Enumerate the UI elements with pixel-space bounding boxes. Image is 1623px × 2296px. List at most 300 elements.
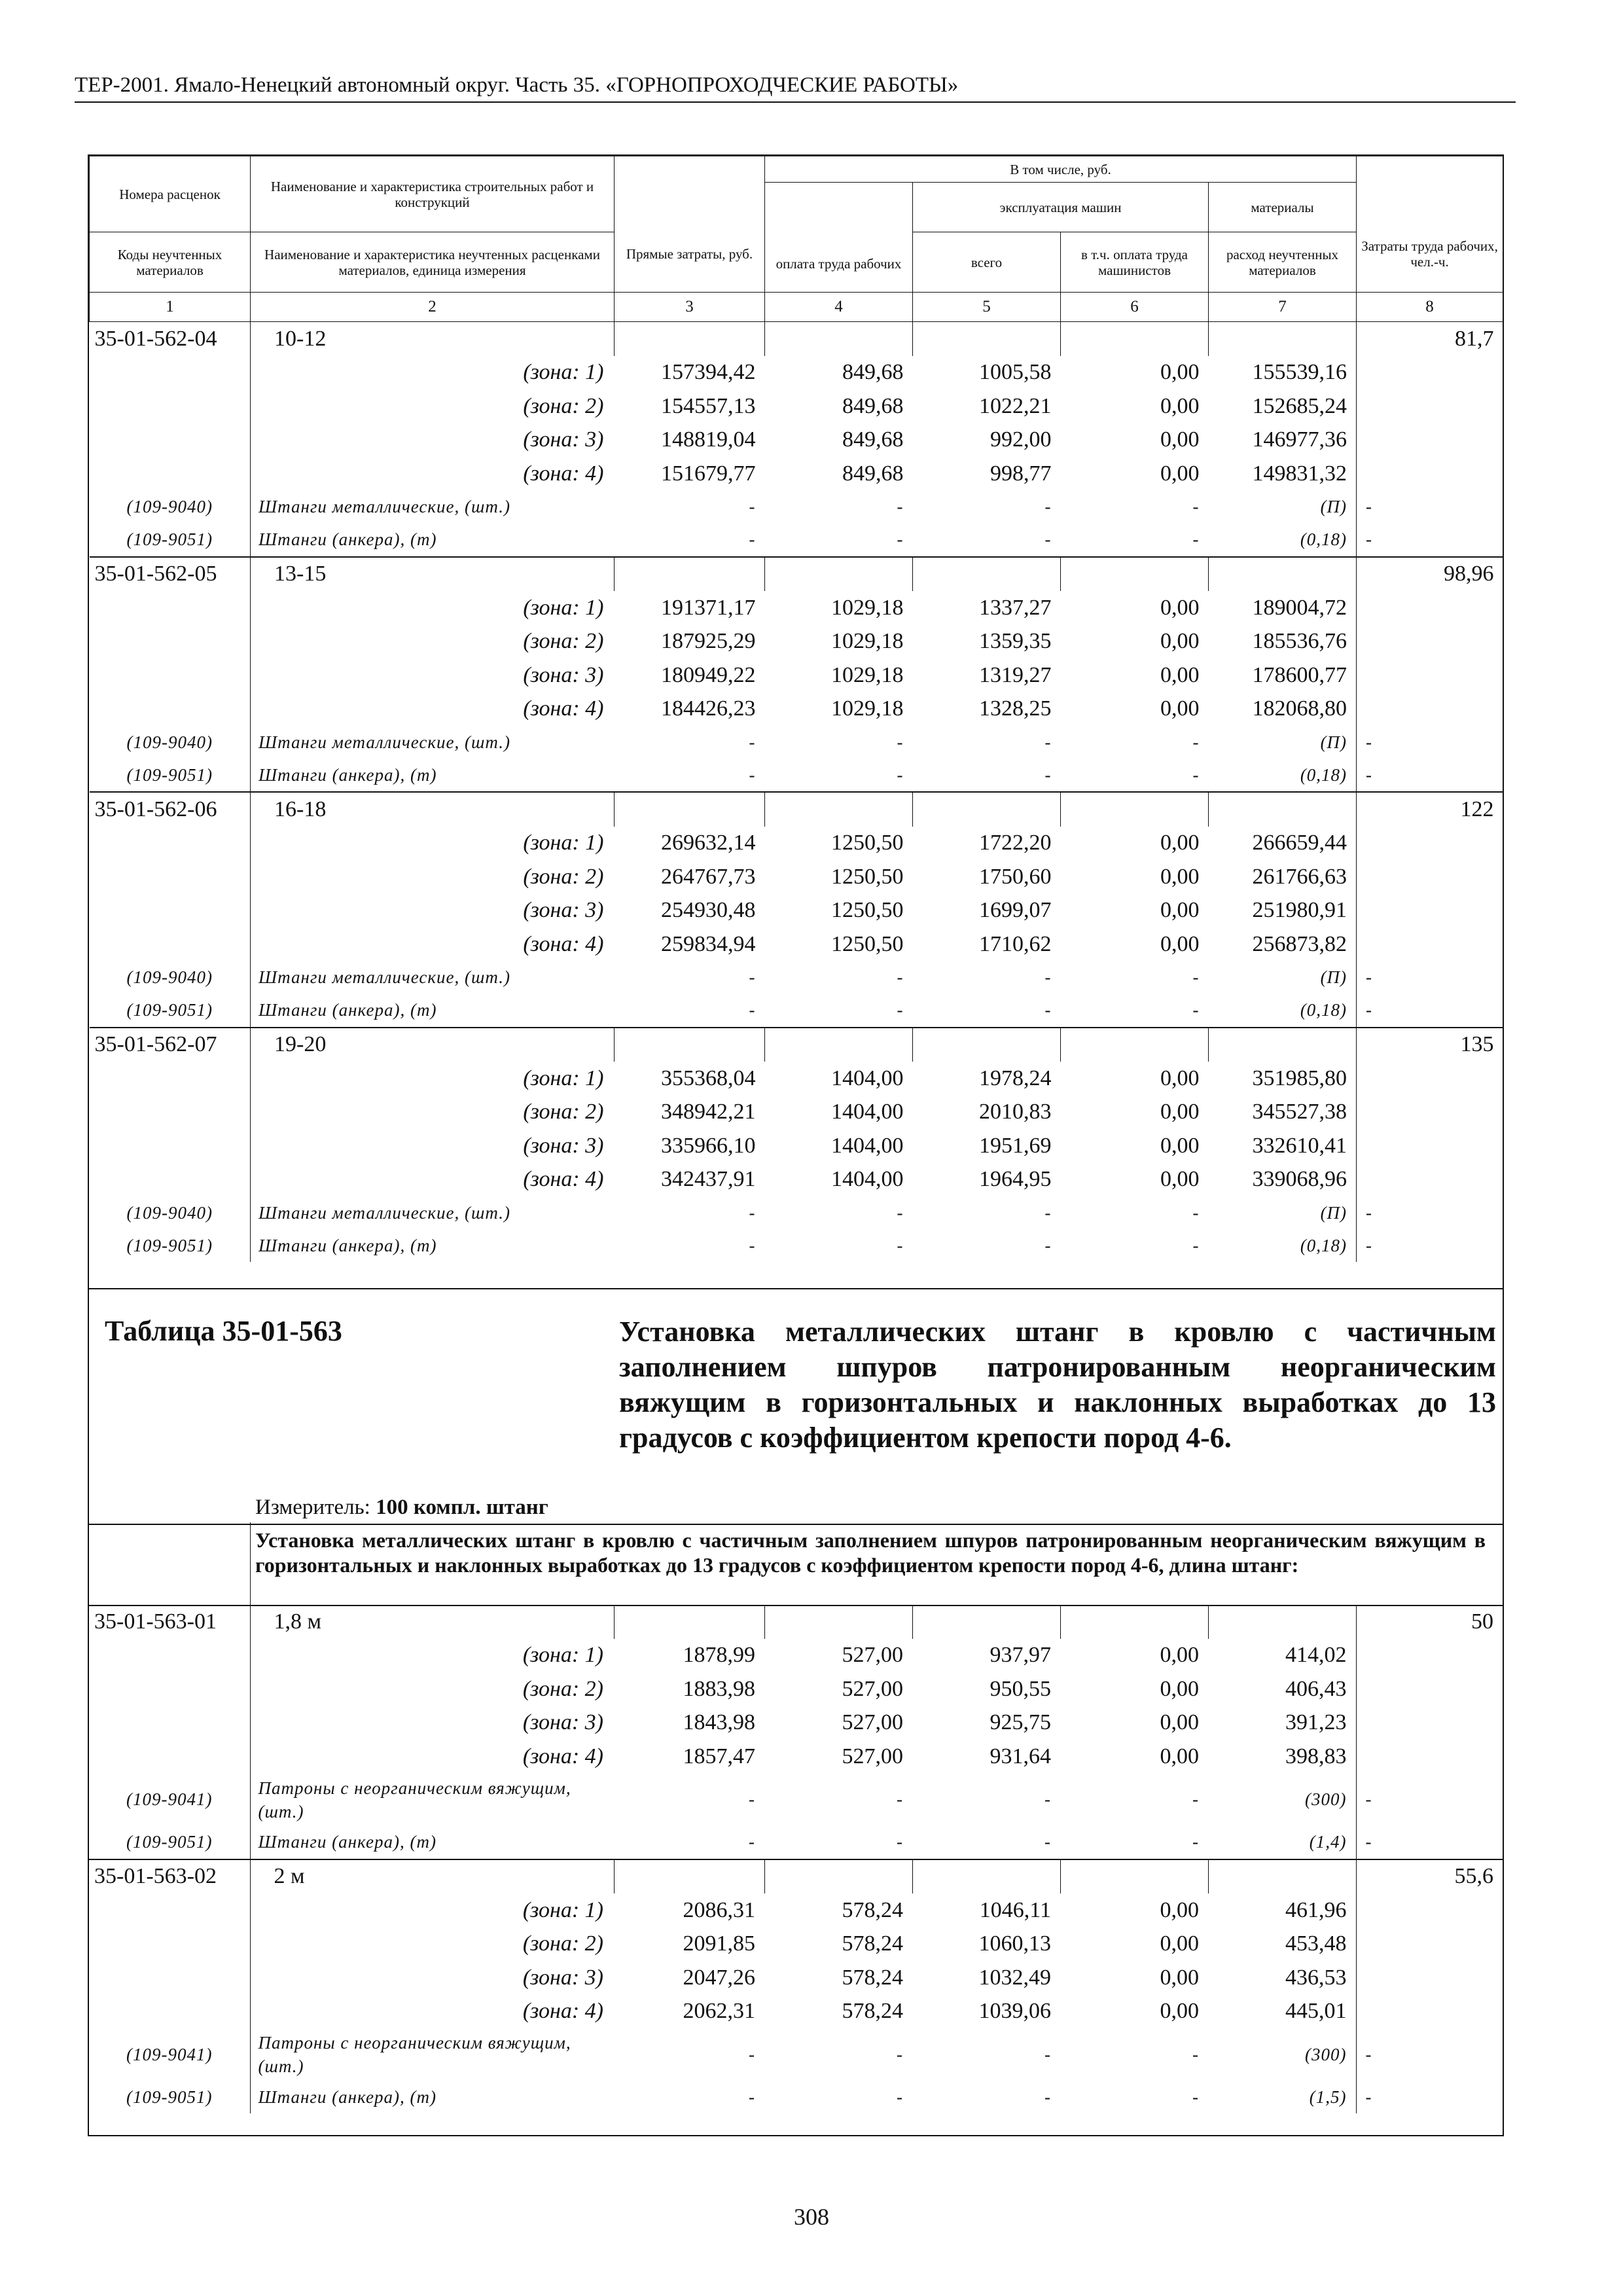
empty-cell [89, 1928, 250, 1962]
material-code: (109-9040) [126, 497, 213, 516]
zone-label: (зона: 1) [251, 356, 615, 390]
zone-row [89, 1740, 1503, 1774]
zone-value: 182068,80 [1252, 696, 1347, 721]
dash: - [1357, 726, 1503, 759]
col-num: 7 [1209, 293, 1357, 322]
zone-row [90, 457, 1503, 491]
material-code: (109-9051) [126, 1235, 213, 1255]
empty-cell [1060, 1605, 1208, 1639]
dash: - [749, 764, 756, 785]
col-num: 1 [90, 293, 251, 322]
dash: - [897, 529, 904, 549]
zone-value: 1699,07 [979, 898, 1052, 923]
dash: - [897, 967, 904, 987]
zone-label: (зона: 4) [251, 457, 615, 491]
zone-value: 261766,63 [1252, 864, 1347, 889]
empty-cell [1357, 591, 1503, 625]
material-name: Штанги (анкера), (т) [250, 2081, 614, 2113]
material-row [90, 759, 1503, 792]
empty-cell [1357, 625, 1503, 659]
dash: - [897, 1202, 904, 1223]
zone-value: 1359,35 [979, 629, 1052, 654]
material-code: (109-9041) [126, 2044, 213, 2064]
zone-label: (зона: 1) [250, 1893, 614, 1928]
dash: - [1356, 1826, 1503, 1859]
zone-value: 146977,36 [1252, 427, 1347, 452]
labor-cost: 50 [1356, 1605, 1503, 1639]
dash: - [1192, 2044, 1199, 2064]
material-row [90, 1229, 1503, 1262]
material-code: (109-9051) [126, 1832, 213, 1852]
zone-value: 2091,85 [683, 1931, 755, 1956]
material-row [90, 994, 1503, 1028]
zone-value: 1878,99 [683, 1643, 755, 1668]
empty-cell [1357, 658, 1503, 692]
empty-cell [1357, 860, 1503, 894]
zone-value: 398,83 [1285, 1744, 1347, 1768]
zone-value: 0,00 [1160, 1133, 1200, 1158]
dash: - [749, 1235, 756, 1255]
empty-cell [764, 1859, 912, 1894]
dash: - [1044, 967, 1052, 987]
dash: - [1044, 529, 1052, 549]
zone-value: 950,55 [990, 1676, 1051, 1701]
empty-cell [90, 356, 251, 390]
zone-row [90, 927, 1503, 961]
dash: - [749, 967, 756, 987]
dash: - [1356, 1774, 1503, 1826]
zone-label: (зона: 4) [251, 692, 615, 726]
empty-cell [1357, 894, 1503, 928]
empty-cell [90, 1096, 251, 1130]
zone-value: 445,01 [1285, 1999, 1347, 2024]
col-kody: Коды неучтенных материалов [90, 232, 251, 293]
zone-row [89, 1995, 1503, 2029]
dash: - [1044, 2087, 1051, 2107]
zone-value: 1978,24 [979, 1066, 1052, 1090]
empty-cell [1208, 1605, 1356, 1639]
page-header: ТЕР-2001. Ямало-Ненецкий автономный округ. Часть 35. «ГОРНОПРОХОДЧЕСКИЕ РАБОТЫ» [75, 73, 1516, 103]
empty-cell [1357, 927, 1503, 961]
zone-value: 1404,00 [831, 1100, 904, 1124]
zone-value: 0,00 [1160, 1167, 1200, 1192]
empty-cell [90, 1062, 251, 1096]
table-section-heading [89, 1288, 1503, 1525]
zone-value: 151679,77 [661, 461, 756, 486]
empty-cell [90, 389, 251, 423]
material-code: (109-9051) [126, 764, 213, 785]
dash: - [749, 1000, 756, 1020]
zone-value: 849,68 [842, 360, 904, 385]
col-pryamye: Прямые затраты, руб. [615, 156, 765, 293]
material-name: Штанги (анкера), (т) [251, 759, 615, 792]
material-name: Патроны с неорганическим вяжущим, (шт.) [250, 1774, 614, 1826]
dash: - [1044, 1832, 1051, 1852]
zone-value: 2047,26 [683, 1965, 755, 1990]
zone-value: 1964,95 [979, 1167, 1052, 1192]
dash: - [1357, 994, 1503, 1028]
dash: - [897, 1789, 903, 1809]
col-vsego: всего [913, 232, 1061, 293]
divider [250, 1522, 251, 1605]
empty-cell [1061, 1028, 1209, 1062]
labor-cost: 135 [1357, 1028, 1503, 1062]
col-vtch: в т.ч. оплата труда машинистов [1061, 232, 1209, 293]
zone-value: 0,00 [1160, 1897, 1199, 1922]
empty-cell [90, 423, 251, 457]
material-consumption: (1,4) [1309, 1832, 1347, 1852]
dash: - [1044, 2044, 1051, 2064]
rate-code: 35-01-562-07 [90, 1028, 251, 1062]
zone-row [90, 1163, 1503, 1197]
zone-row [90, 1129, 1503, 1163]
zone-value: 436,53 [1285, 1965, 1347, 1990]
empty-cell [90, 860, 251, 894]
rate-name: 13-15 [251, 557, 615, 592]
dash: - [1357, 759, 1503, 792]
zone-label: (зона: 1) [250, 1639, 614, 1673]
zone-value: 191371,17 [661, 595, 756, 620]
zone-value: 998,77 [990, 461, 1052, 486]
empty-cell [1357, 356, 1503, 390]
zone-value: 1250,50 [831, 931, 904, 956]
material-code: (109-9041) [126, 1789, 213, 1809]
zone-label: (зона: 2) [251, 389, 615, 423]
zone-value: 1404,00 [831, 1133, 904, 1158]
zone-row [89, 1672, 1503, 1706]
zone-row [90, 423, 1503, 457]
rate-name: 19-20 [251, 1028, 615, 1062]
empty-cell [1209, 322, 1357, 356]
col-num: 5 [913, 293, 1061, 322]
measure-label: Измеритель: [255, 1496, 376, 1519]
zone-value: 149831,32 [1252, 461, 1347, 486]
zone-value: 254930,48 [661, 898, 756, 923]
material-consumption: (П) [1320, 967, 1347, 987]
dash: - [749, 732, 756, 752]
dash: - [1192, 764, 1200, 785]
dash: - [897, 2044, 903, 2064]
zone-value: 332610,41 [1252, 1133, 1347, 1158]
empty-cell [913, 792, 1061, 827]
dash: - [1192, 497, 1200, 516]
zone-value: 1404,00 [831, 1066, 904, 1090]
zone-row [90, 860, 1503, 894]
zone-value: 1337,27 [979, 595, 1052, 620]
zone-label: (зона: 2) [251, 625, 615, 659]
zone-value: 0,00 [1160, 427, 1200, 452]
zone-label: (зона: 4) [251, 927, 615, 961]
zone-value: 0,00 [1160, 1710, 1199, 1735]
table-part-2 [89, 1605, 1503, 2113]
zone-value: 148819,04 [661, 427, 756, 452]
dash: - [897, 497, 904, 516]
zone-value: 849,68 [842, 393, 904, 418]
zone-row [90, 827, 1503, 861]
rate-code: 35-01-562-05 [90, 557, 251, 592]
zone-value: 251980,91 [1252, 898, 1347, 923]
dash: - [1044, 497, 1052, 516]
empty-cell [615, 557, 765, 592]
material-consumption: (0,18) [1300, 764, 1347, 785]
empty-cell [765, 322, 913, 356]
dash: - [1044, 764, 1052, 785]
dash: - [1357, 961, 1503, 994]
zone-label: (зона: 3) [251, 658, 615, 692]
zone-row [89, 1961, 1503, 1995]
dash: - [1192, 1000, 1200, 1020]
dash: - [749, 2087, 755, 2107]
empty-cell [615, 1028, 765, 1062]
zone-value: 1722,20 [979, 831, 1052, 855]
table-number: Таблица 35-01-563 [105, 1315, 342, 1347]
zone-value: 406,43 [1285, 1676, 1347, 1701]
empty-cell [90, 591, 251, 625]
table-title: Установка металлических штанг в кровлю с частичным заполнением шпуров патронированным неорганическим вяжущим в горизонтальных и наклонных выработках до 13 градусов с коэффициентом крепости пород 4-6. [619, 1316, 1496, 1454]
rate-code: 35-01-563-02 [89, 1859, 250, 1894]
material-consumption: (0,18) [1300, 1235, 1347, 1255]
material-name: Штанги металлические, (шт.) [251, 1196, 615, 1229]
dash: - [1192, 1235, 1200, 1255]
empty-cell [1357, 1163, 1503, 1197]
empty-cell [1209, 1028, 1357, 1062]
zone-value: 1032,49 [978, 1965, 1051, 1990]
labor-cost: 81,7 [1357, 322, 1503, 356]
zone-value: 1250,50 [831, 831, 904, 855]
zone-value: 1750,60 [979, 864, 1052, 889]
zone-value: 453,48 [1285, 1931, 1347, 1956]
empty-cell [614, 1859, 764, 1894]
dash: - [1357, 1196, 1503, 1229]
dash: - [1357, 524, 1503, 557]
empty-cell [1209, 557, 1357, 592]
material-consumption: (1,5) [1309, 2087, 1347, 2107]
zone-value: 1250,50 [831, 864, 904, 889]
rate-row [90, 557, 1503, 592]
zone-value: 339068,96 [1252, 1167, 1347, 1192]
material-consumption: (0,18) [1300, 529, 1347, 549]
zone-value: 578,24 [842, 1931, 903, 1956]
zone-value: 348942,21 [661, 1100, 756, 1124]
zone-value: 2062,31 [683, 1999, 755, 2024]
zone-value: 355368,04 [661, 1066, 756, 1090]
empty-cell [765, 1028, 913, 1062]
empty-cell [1357, 457, 1503, 491]
zone-value: 155539,16 [1252, 360, 1347, 385]
zone-row [89, 1639, 1503, 1673]
zone-value: 0,00 [1160, 1643, 1199, 1668]
rate-name: 10-12 [251, 322, 615, 356]
zone-value: 925,75 [990, 1710, 1051, 1735]
zone-value: 1060,13 [978, 1931, 1051, 1956]
empty-cell [1356, 1961, 1503, 1995]
zone-label: (зона: 4) [250, 1740, 614, 1774]
col-num: 6 [1061, 293, 1209, 322]
zone-value: 264767,73 [661, 864, 756, 889]
rate-code: 35-01-562-06 [90, 792, 251, 827]
zone-value: 0,00 [1160, 595, 1200, 620]
dash: - [1192, 2087, 1199, 2107]
dash: - [1044, 1202, 1052, 1223]
dash: - [897, 732, 904, 752]
zone-value: 335966,10 [661, 1133, 756, 1158]
dash: - [1356, 2028, 1503, 2081]
dash: - [1357, 491, 1503, 524]
zone-value: 0,00 [1160, 629, 1200, 654]
material-code: (109-9051) [126, 1000, 213, 1020]
material-name: Штанги металлические, (шт.) [251, 491, 615, 524]
empty-cell [1356, 1893, 1503, 1928]
empty-cell [90, 827, 251, 861]
zone-value: 0,00 [1160, 360, 1200, 385]
material-code: (109-9040) [126, 732, 213, 752]
zone-value: 1883,98 [683, 1676, 755, 1701]
zone-value: 1250,50 [831, 898, 904, 923]
zone-value: 1710,62 [979, 931, 1052, 956]
col-ekspl: эксплуатация машин [913, 183, 1209, 232]
dash: - [1044, 1789, 1051, 1809]
zone-row [89, 1706, 1503, 1740]
dash: - [1192, 967, 1200, 987]
zone-value: 178600,77 [1252, 662, 1347, 687]
dash: - [749, 529, 756, 549]
zone-value: 0,00 [1160, 461, 1200, 486]
empty-cell [89, 1706, 250, 1740]
empty-cell [614, 1605, 764, 1639]
empty-cell [1357, 1129, 1503, 1163]
empty-cell [1356, 1706, 1503, 1740]
material-row [90, 961, 1503, 994]
zone-label: (зона: 2) [250, 1672, 614, 1706]
zone-row [89, 1928, 1503, 1962]
col-rashod: расход неучтенных материалов [1209, 232, 1357, 293]
zone-value: 1029,18 [831, 629, 904, 654]
table-part-1 [89, 156, 1503, 1262]
labor-cost: 98,96 [1357, 557, 1503, 592]
empty-cell [1357, 423, 1503, 457]
zone-value: 2086,31 [683, 1897, 755, 1922]
zone-value: 157394,42 [661, 360, 756, 385]
material-name: Штанги (анкера), (т) [250, 1826, 614, 1859]
rate-row [89, 1605, 1503, 1639]
dash: - [1192, 732, 1200, 752]
empty-cell [765, 792, 913, 827]
zone-value: 0,00 [1160, 393, 1200, 418]
material-row [89, 1826, 1503, 1859]
zone-value: 992,00 [990, 427, 1052, 452]
zone-label: (зона: 1) [251, 827, 615, 861]
zone-value: 849,68 [842, 461, 904, 486]
zone-value: 0,00 [1160, 898, 1200, 923]
zone-value: 937,97 [990, 1643, 1051, 1668]
empty-cell [913, 557, 1061, 592]
empty-cell [913, 322, 1061, 356]
col-zatraty: Затраты труда рабочих, чел.-ч. [1357, 156, 1503, 293]
zone-value: 1029,18 [831, 696, 904, 721]
empty-cell [615, 322, 765, 356]
empty-cell [90, 894, 251, 928]
zone-value: 931,64 [990, 1744, 1051, 1768]
material-row [89, 2028, 1503, 2081]
zone-label: (зона: 3) [251, 1129, 615, 1163]
zone-value: 269632,14 [661, 831, 756, 855]
zone-label: (зона: 4) [251, 1163, 615, 1197]
zone-value: 0,00 [1160, 1066, 1200, 1090]
zone-value: 256873,82 [1252, 931, 1347, 956]
zone-value: 1328,25 [979, 696, 1052, 721]
zone-value: 2010,83 [979, 1100, 1052, 1124]
zone-value: 187925,29 [661, 629, 756, 654]
rate-name: 1,8 м [250, 1605, 614, 1639]
zone-value: 266659,44 [1252, 831, 1347, 855]
dash: - [1192, 1202, 1200, 1223]
material-name: Штанги (анкера), (т) [251, 1229, 615, 1262]
empty-cell [1357, 827, 1503, 861]
zone-row [90, 389, 1503, 423]
zone-label: (зона: 2) [251, 1096, 615, 1130]
zone-value: 1039,06 [978, 1999, 1051, 2024]
rate-code: 35-01-563-01 [94, 1609, 217, 1634]
dash: - [897, 1000, 904, 1020]
material-name: Патроны с неорганическим вяжущим, (шт.) [250, 2028, 614, 2081]
material-name: Штанги металлические, (шт.) [251, 961, 615, 994]
zone-value: 1319,27 [979, 662, 1052, 687]
empty-cell [764, 1605, 912, 1639]
zone-label: (зона: 4) [250, 1995, 614, 2029]
material-consumption: (П) [1320, 1202, 1347, 1223]
rate-row [90, 792, 1503, 827]
zone-row [90, 625, 1503, 659]
dash: - [749, 2044, 755, 2064]
col-num: 3 [615, 293, 765, 322]
material-consumption: (П) [1320, 497, 1347, 516]
empty-cell [1356, 1639, 1503, 1673]
empty-cell [1357, 1096, 1503, 1130]
rate-row [89, 1859, 1503, 1894]
empty-cell [90, 658, 251, 692]
material-consumption: (П) [1320, 732, 1347, 752]
empty-cell [89, 1961, 250, 1995]
dash: - [1192, 529, 1200, 549]
dash: - [1356, 2081, 1503, 2113]
zone-value: 0,00 [1160, 1999, 1199, 2024]
rate-row [90, 322, 1503, 356]
zone-value: 0,00 [1160, 864, 1200, 889]
zone-label: (зона: 1) [251, 591, 615, 625]
zone-value: 849,68 [842, 427, 904, 452]
empty-cell [1356, 1740, 1503, 1774]
empty-cell [90, 927, 251, 961]
zone-row [90, 894, 1503, 928]
work-description [89, 1522, 1503, 1606]
zone-label: (зона: 2) [250, 1928, 614, 1962]
zone-value: 578,24 [842, 1965, 903, 1990]
empty-cell [89, 1893, 250, 1928]
zone-label: (зона: 1) [251, 1062, 615, 1096]
empty-cell [912, 1859, 1060, 1894]
empty-cell [1061, 557, 1209, 592]
empty-cell [89, 1639, 250, 1673]
dash: - [897, 1235, 904, 1255]
empty-cell [1060, 1859, 1208, 1894]
dash: - [749, 1832, 755, 1852]
material-code: (109-9051) [126, 529, 213, 549]
zone-value: 351985,80 [1252, 1066, 1347, 1090]
empty-cell [90, 692, 251, 726]
zone-row [90, 658, 1503, 692]
zone-value: 0,00 [1160, 1100, 1200, 1124]
empty-cell [1357, 1062, 1503, 1096]
